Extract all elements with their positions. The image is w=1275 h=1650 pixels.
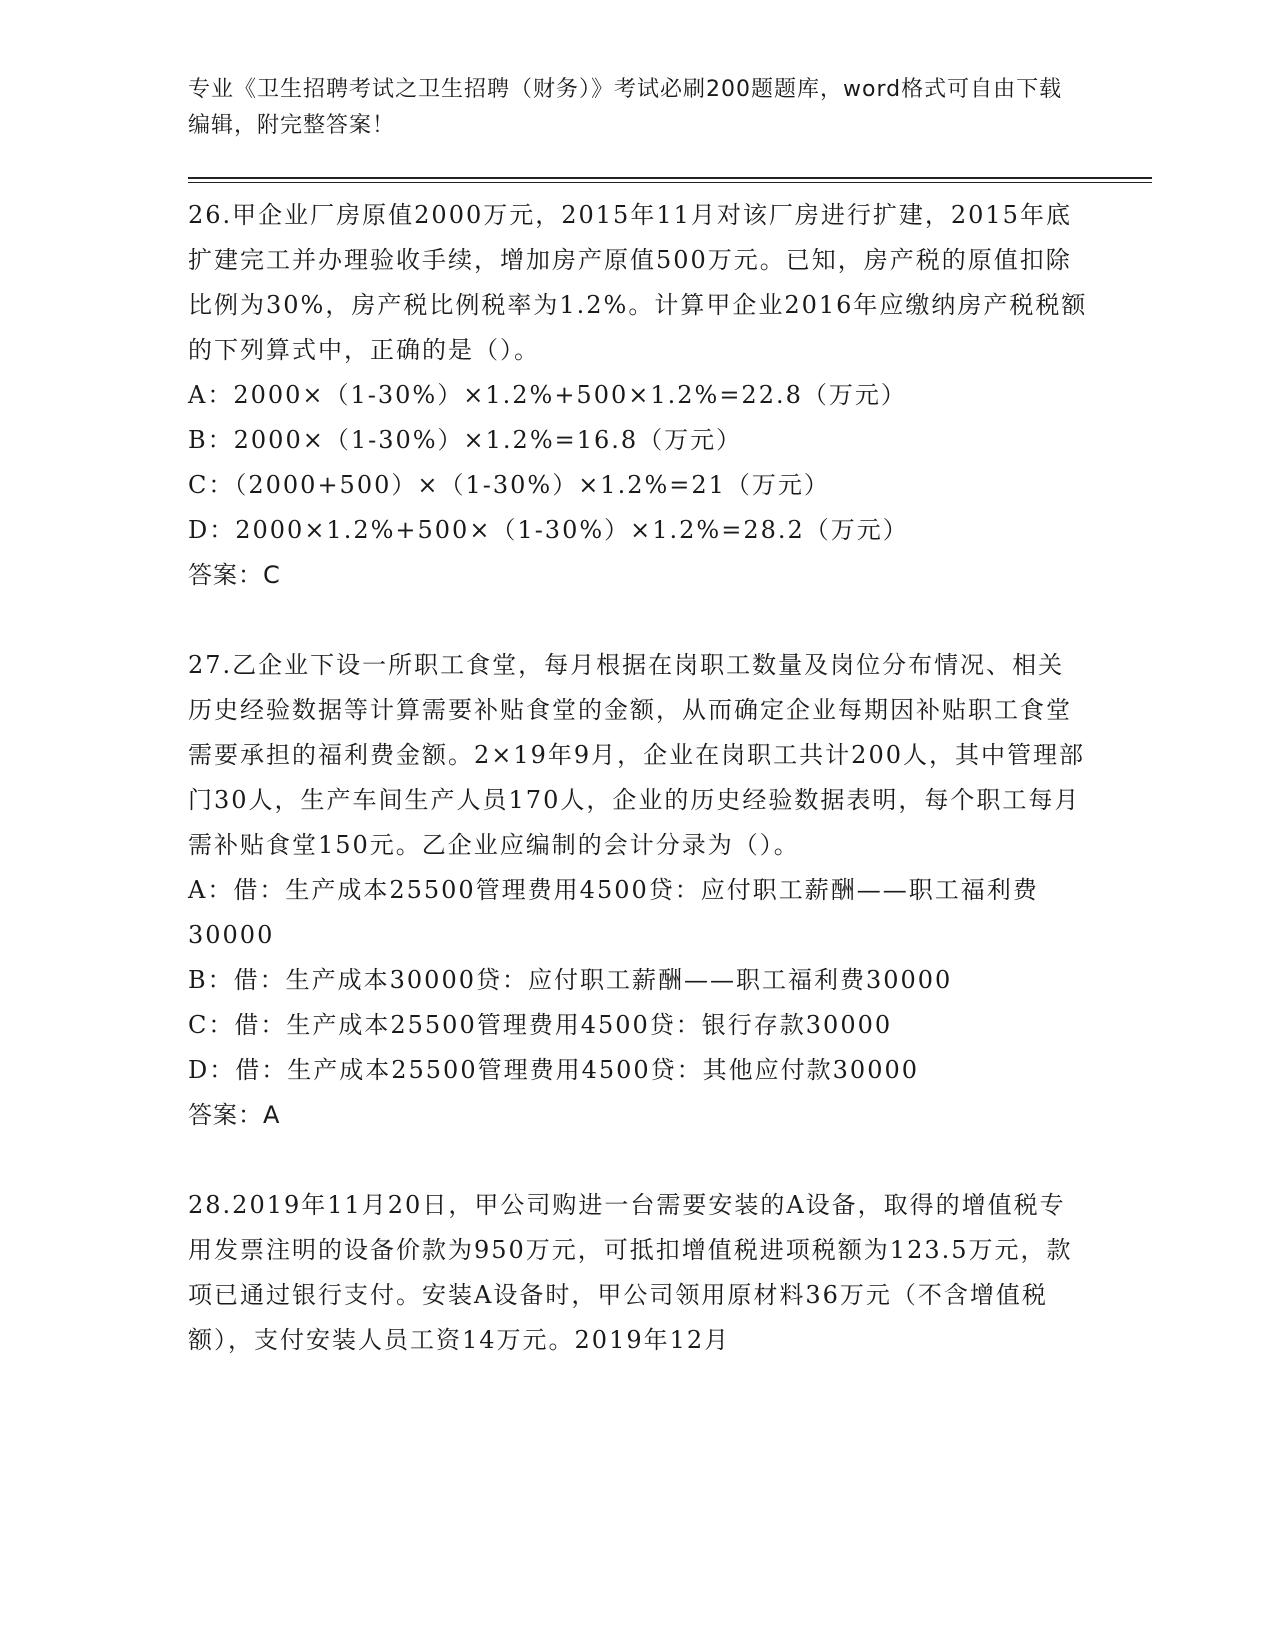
option-d: D：借：生产成本25500管理费用4500贷：其他应付款30000 [188, 1056, 920, 1084]
option-a: A：借：生产成本25500管理费用4500贷：应付职工薪酬——职工福利费30000 [188, 876, 1039, 949]
question-28 [188, 1183, 1088, 1363]
question-spacer [188, 598, 1088, 643]
option-b: B：2000×（1-30%）×1.2%=16.8（万元） [188, 426, 743, 454]
option-a: A：2000×（1-30%）×1.2%+500×1.2%=22.8（万元） [188, 381, 907, 409]
question-27 [188, 643, 1088, 1138]
question-26 [188, 193, 1088, 598]
header-rule-thin [188, 182, 1152, 183]
option-c: C：借：生产成本25500管理费用4500贷：银行存款30000 [188, 1011, 893, 1039]
header-rule-thick [188, 177, 1152, 179]
option-b: B：借：生产成本30000贷：应付职工薪酬——职工福利费30000 [188, 966, 953, 994]
page-header: 专业《卫生招聘考试之卫生招聘（财务）》考试必刷200题题库，word格式可自由下载编辑，附完整答案！ [188, 77, 1063, 138]
question-stem: 28.2019年11月20日，甲公司购进一台需要安装的A设备，取得的增值税专用发票注明的设备价款为950万元，可抵扣增值税进项税额为123.5万元，款项已通过银行支付。安装A设备时，甲公司领用原材料36万元（不含增值税额），支付安装人员工资14万元。2019年12月 [188, 1191, 1073, 1354]
answer: 答案：C [188, 561, 281, 589]
question-stem: 26.甲企业厂房原值2000万元，2015年11月对该厂房进行扩建，2015年底扩建完工并办理验收手续，增加房产原值500万元。已知，房产税的原值扣除比例为30%，房产税比例税率为1.2%。计算甲企业2016年应缴纳房产税税额的下列算式中，正确的是（）。 [188, 201, 1088, 364]
question-spacer [188, 1138, 1088, 1183]
option-c: C：（2000+500）×（1-30%）×1.2%=21（万元） [188, 471, 830, 499]
answer: 答案：A [188, 1101, 281, 1129]
question-stem: 27.乙企业下设一所职工食堂，每月根据在岗职工数量及岗位分布情况、相关历史经验数据等计算需要补贴食堂的金额，从而确定企业每期因补贴职工食堂需要承担的福利费金额。2×19年9月，企业在岗职工共计200人，其中管理部门30人，生产车间生产人员170人，企业的历史经验数据表明，每个职工每月需补贴食堂150元。乙企业应编制的会计分录为（）。 [188, 651, 1085, 859]
question-list [188, 193, 1088, 1363]
option-d: D：2000×1.2%+500×（1-30%）×1.2%=28.2（万元） [188, 516, 909, 544]
